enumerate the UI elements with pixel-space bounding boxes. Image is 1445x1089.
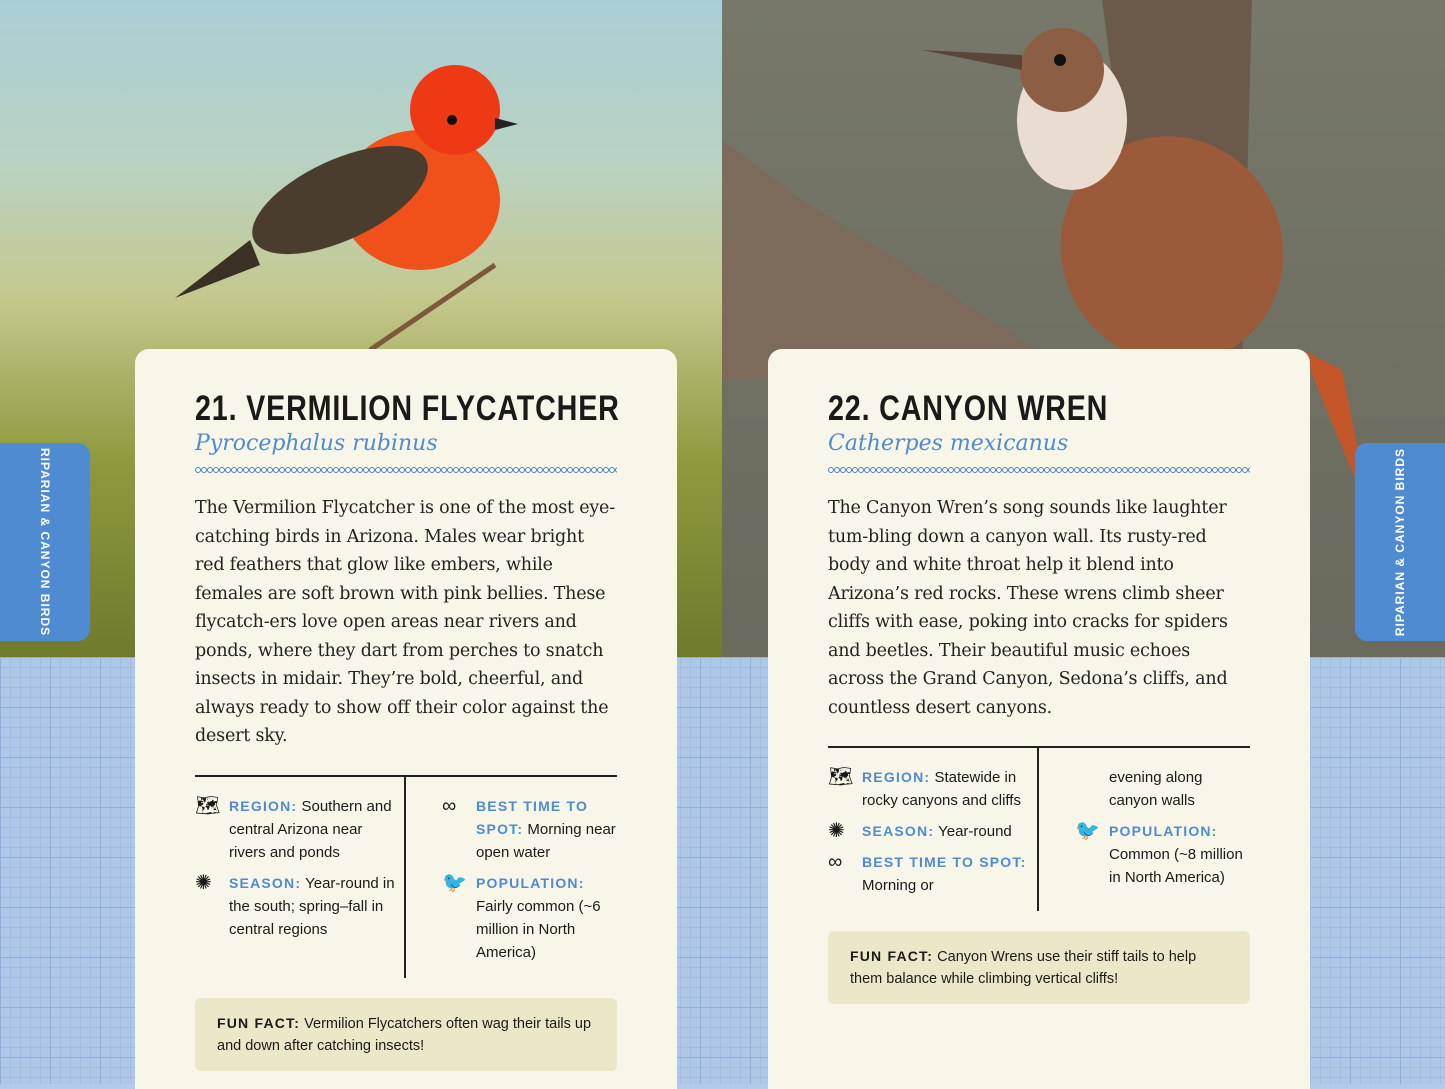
bird-description: The Canyon Wren’s song sounds like laughter tum-bling down a canyon wall. Its rusty-red body and white throat help it blend into Arizona’s red rocks. These wrens climb sheer cliffs with ease, poking into cracks for spiders and beetles. Their beautiful music echoes across the Grand Canyon, Sedona’s cliffs, and countless desert canyons. bbox=[828, 498, 1228, 718]
map-icon: 🗺 bbox=[195, 794, 221, 817]
info-label: BEST TIME TO SPOT: bbox=[862, 854, 1027, 870]
bird-description: The Vermilion Flycatcher is one of the most eye-catching birds in Arizona. Males wear bright red feathers that glow like embers, while females are soft brown with pink bellies. These flycatch-ers love open areas near rivers and ponds, where they dart from perches to snatch insects in midair. They’re bold, cheerful, and always ready to show off their color against the desert sky. bbox=[195, 498, 615, 746]
fun-fact-label: FUN FACT: bbox=[850, 948, 934, 964]
info-value: evening along canyon walls bbox=[1109, 769, 1203, 809]
section-tab-label: RIPARIAN & CANYON BIRDS bbox=[1393, 447, 1407, 637]
bird-card-vermilion-flycatcher bbox=[135, 349, 677, 1089]
info-item bbox=[1075, 766, 1250, 812]
info-label: REGION: bbox=[229, 797, 298, 814]
fun-fact-box bbox=[195, 998, 617, 1071]
map-icon: 🗺 bbox=[828, 766, 854, 788]
info-item bbox=[442, 872, 617, 964]
info-item bbox=[828, 766, 1029, 812]
bird-icon: 🐦 bbox=[442, 871, 467, 894]
sun-snowflake-icon: ✺ bbox=[195, 871, 212, 894]
info-value: Statewide in rocky canyons and cliffs bbox=[862, 769, 1021, 809]
info-label: BEST TIME TO SPOT: bbox=[476, 797, 589, 837]
sun-snowflake-icon: ✺ bbox=[828, 820, 845, 842]
info-label: SEASON: bbox=[229, 874, 302, 891]
bird-card-canyon-wren bbox=[768, 349, 1310, 1089]
bird-icon: 🐦 bbox=[1075, 820, 1100, 842]
section-tab-left[interactable] bbox=[0, 443, 90, 641]
info-value: Common (~8 million in North America) bbox=[1109, 846, 1243, 886]
info-item bbox=[442, 795, 617, 864]
info-value: Year-round in the south; spring–fall in central regions bbox=[229, 874, 395, 938]
info-table bbox=[195, 775, 617, 978]
wavy-divider bbox=[195, 466, 617, 474]
fun-fact-text: Vermilion Flycatchers often wag their tails up and down after catching insects! bbox=[217, 1015, 592, 1054]
scientific-name: Catherpes mexicanus bbox=[828, 431, 1069, 456]
info-value: Southern and central Arizona near rivers and ponds bbox=[229, 797, 392, 861]
info-column-left bbox=[828, 748, 1039, 911]
wavy-divider bbox=[828, 466, 1250, 474]
info-value: Fairly common (~6 million in North America) bbox=[476, 897, 601, 961]
info-item bbox=[1075, 820, 1250, 889]
info-label: SEASON: bbox=[862, 823, 935, 839]
fun-fact-label: FUN FACT: bbox=[217, 1014, 301, 1031]
fun-fact-box bbox=[828, 931, 1250, 1004]
info-label: POPULATION: bbox=[476, 874, 585, 891]
binoculars-icon: ∞ bbox=[442, 794, 457, 817]
info-column-right bbox=[406, 777, 617, 978]
fun-fact-text: Canyon Wrens use their stiff tails to help them balance while climbing vertical cliffs! bbox=[850, 949, 1197, 987]
bird-title: 22. CANYON WREN bbox=[828, 389, 1109, 428]
info-label: POPULATION: bbox=[1109, 823, 1218, 839]
bird-title: 21. VERMILION FLYCATCHER bbox=[195, 389, 620, 428]
info-value: Year-round bbox=[938, 823, 1012, 840]
info-value: Morning near open water bbox=[476, 820, 616, 861]
section-tab-label: RIPARIAN & CANYON BIRDS bbox=[38, 447, 52, 637]
info-item bbox=[828, 851, 1029, 897]
info-item bbox=[195, 872, 396, 941]
binoculars-icon: ∞ bbox=[828, 851, 843, 873]
scientific-name: Pyrocephalus rubinus bbox=[195, 431, 438, 456]
info-column-right bbox=[1039, 748, 1250, 911]
info-label: REGION: bbox=[862, 769, 931, 785]
info-item bbox=[195, 795, 396, 864]
info-table bbox=[828, 746, 1250, 911]
section-tab-right[interactable] bbox=[1355, 443, 1445, 641]
info-column-left bbox=[195, 777, 406, 978]
info-value: Morning or bbox=[862, 877, 934, 894]
info-item bbox=[828, 820, 1029, 843]
